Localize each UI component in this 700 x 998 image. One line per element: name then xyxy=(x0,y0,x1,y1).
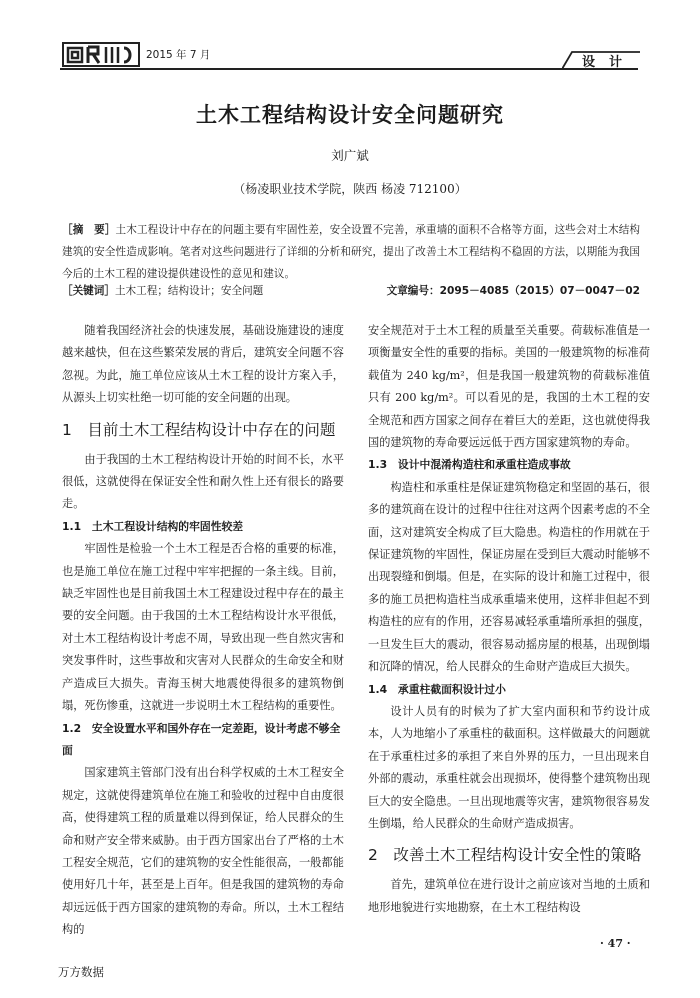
section-label: 设计 xyxy=(582,55,637,70)
paragraph: 由于我国的土木工程结构设计开始的时间不长，水平很低，这就使得在保证安全性和耐久性上还有很长的路要走。 xyxy=(62,452,344,511)
left-column xyxy=(62,320,344,942)
subsection-heading: 1.1 土木工程设计结构的牢固性较差 xyxy=(62,519,244,533)
keywords-row xyxy=(62,283,640,298)
article-number-value: 2095－4085（2015）07－0047－02 xyxy=(439,285,640,297)
paragraph: 随着我国经济社会的快速发展，基础设施建设的速度越来越快，但在这些繁荣发展的背后，建筑安全问题不容忽视。为此，施工单位应该从土木工程的设计方案入手，从源头上切实杜绝一切可能的安全问题的出现。 xyxy=(62,324,344,405)
article-number xyxy=(387,283,640,298)
paragraph: 牢固性是检验一个土木工程是否合格的重要的标准，也是施工单位在施工过程中牢牢把握的一条主线。目前，缺乏牢固性也是目前我国土木工程建设过程中存在的最主要的安全问题。由于我国的土木工程结构设计水平很低，对土木工程结构设计考虑不周，导致出现一些自然灾害和突发事件时，这些事故和灾害对人民群众的生命安全和财产造成巨大损失。青海玉树大地震使得很多的建筑物倒塌，死伤惨重，这就进一步说明土木工程结构的重要性。 xyxy=(62,542,344,713)
header-rule xyxy=(60,68,638,70)
watermark: 万方数据 xyxy=(58,965,104,979)
section-heading: 1 目前土木工程结构设计中存在的问题 xyxy=(62,420,336,439)
subsection-heading: 1.4 承重柱截面积设计过小 xyxy=(368,682,506,696)
author: 刘广斌 xyxy=(331,148,369,163)
page-number: · 47 · xyxy=(600,937,631,950)
keywords-text: 土木工程；结构设计；安全问题 xyxy=(114,285,264,297)
paragraph: 首先，建筑单位在进行设计之前应该对当地的土质和地形地貌进行实地勘察，在土木工程结构设 xyxy=(368,878,650,914)
paragraph: 安全规范对于土木工程的质量至关重要。荷载标准值是一项衡量安全性的重要的指标。美国的一般建筑物的标准荷载值为 240 kg/m²，但是我国一般建筑物的荷载标准值只有 200 kg/m²。可以看见的是，我国的土木工程的安全规范和西方国家之间存在着巨大的差距，这也就使得我国的建筑物的寿命要远远低于西方国家建筑物的寿命。 xyxy=(368,324,650,450)
abstract xyxy=(62,219,640,285)
affiliation: （杨凌职业技术学院，陕西 杨凌 712100） xyxy=(233,182,467,196)
keywords-label: ［关键词］ xyxy=(62,285,115,297)
paragraph: 国家建筑主管部门没有出台科学权威的土木工程安全规定，这就使得建筑单位在施工和验收的过程中自由度很高，使得建筑工程的质量难以得到保证，给人民群众的生命和财产安全带来威胁。由于西方国家出台了严格的土木工程安全规范，它们的建筑物的安全性能很高，一般都能使用好几十年，甚至是上百年。但是我国的建筑物的寿命却远远低于西方国家的建筑物的寿命。所以，土木工程结构的 xyxy=(62,766,344,937)
abstract-label: ［摘 要］ xyxy=(62,224,116,236)
right-column xyxy=(368,320,650,919)
article-title: 土木工程结构设计安全问题研究 xyxy=(196,103,504,127)
paragraph: 设计人员有的时候为了扩大室内面积和节约设计成本，人为地缩小了承重柱的截面积。这样做最大的问题就在于承重柱过多的承担了来自外界的压力，一旦出现来自外部的震动，承重柱就会出现损坏，使得整个建筑物出现巨大的安全隐患。一旦出现地震等灾害，建筑物很容易发生倒塌，给人民群众的生命财产造成损害。 xyxy=(368,704,650,830)
keywords xyxy=(62,283,263,298)
subsection-heading: 1.3 设计中混淆构造柱和承重柱造成事故 xyxy=(368,458,571,472)
paragraph: 构造柱和承重柱是保证建筑物稳定和坚固的基石，很多的建筑商在设计的过程中往往对这两个因素考虑的不全面，这对建筑安全构成了巨大隐患。构造柱的作用就在于保证建筑物的牢固性，保证房屋在受到巨大震动时能够不出现裂缝和倒塌。但是，在实际的设计和施工过程中，很多的施工员把构造柱当成承重墙来使用，这样非但起不到构造柱的应有的作用，还容易减轻承重墙所承担的强度，一旦发生巨大的震动，很容易动摇房屋的根基，出现倒塌和沉降的情况，给人民群众的生命财产造成巨大损失。 xyxy=(368,480,650,674)
abstract-text: 土木工程设计中存在的问题主要有牢固性差，安全设置不完善，承重墙的面积不合格等方面，这些会对土木结构建筑的安全性造成影响。笔者对这些问题进行了详细的分析和研究，提出了改善土木工程结构不稳固的方法，以期能为我国今后的土木工程的建设提供建设性的意见和建议。 xyxy=(62,224,640,280)
section-heading: 2 改善土木工程结构设计安全性的策略 xyxy=(368,846,642,865)
subsection-heading: 1.2 安全设置水平和国外存在一定差距，设计考虑不够全面 xyxy=(62,721,341,757)
article-number-label: 文章编号： xyxy=(386,285,440,297)
issue-date: 2015 年 7 月 xyxy=(146,49,211,61)
journal-logo xyxy=(62,40,140,68)
